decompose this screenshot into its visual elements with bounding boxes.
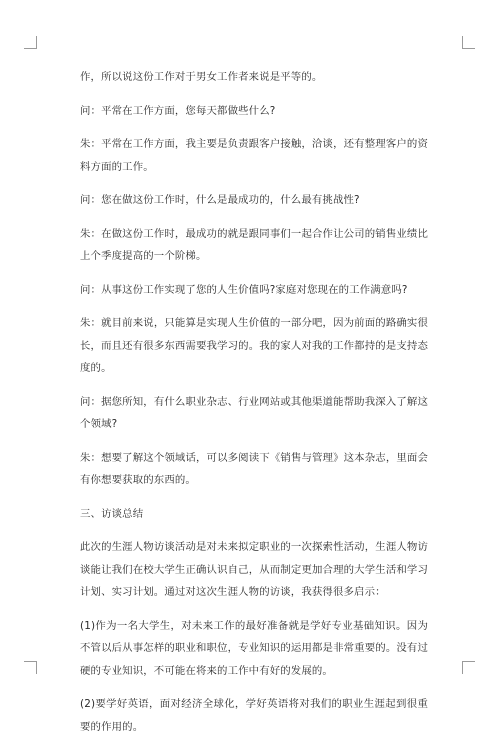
paragraph-1: 作，所以说这份工作对于男女工作者来说是平等的。 <box>80 71 323 83</box>
answer-success-challenge: 朱：在做这份工作时，最成功的就是跟同事们一起合作让公司的销售业绩比上个季度提高的一个阶梯。 <box>80 227 428 262</box>
corner-mark-bottom-left <box>24 661 37 674</box>
corner-mark-top-left <box>24 36 37 49</box>
summary-point-2: (2)要学好英语，面对经济全球化，学好英语将对我们的职业生涯起到很重要的作用的。 <box>80 698 428 733</box>
answer-resources: 朱：想要了解这个领域话，可以多阅读下《销售与管理》这本杂志，里面会有你想要获取的东西的。 <box>80 451 428 486</box>
answer-life-value: 朱：就目前来说，只能算是实现人生价值的一部分吧，因为前面的路确实很长，而且还有很多东西需要我学习的。我的家人对我的工作都持的是支持态度的。 <box>80 317 428 374</box>
question-daily-work: 问：平常在工作方面，您每天都做些什么? <box>80 104 276 117</box>
question-resources: 问：据您所知，有什么职业杂志、行业网站或其他渠道能帮助我深入了解这个领域? <box>80 395 428 430</box>
summary-intro: 此次的生涯人物访谈活动是对未来拟定职业的一次探索性活动，生涯人物访谈能让我们在校大学生正确认识自己，从而制定更加合理的大学生活和学习计划、实习计划。通过对这次生涯人物的访谈，我获得很多启示： <box>80 541 428 598</box>
section-heading-summary: 三、访谈总结 <box>80 507 144 520</box>
summary-point-1: (1)作为一名大学生，对未来工作的最好准备就是学好专业基础知识。因为不管以后从事怎样的职业和职位，专业知识的运用都是非常重要的。没有过硬的专业知识，不可能在将来的工作中有好的发展的。 <box>80 619 428 677</box>
corner-mark-bottom-right <box>462 661 475 674</box>
corner-mark-top-right <box>462 36 475 49</box>
answer-daily-work: 朱：平常在工作方面，我主要是负责跟客户接触，洽谈，还有整理客户的资料方面的工作。 <box>80 138 428 173</box>
document-body <box>80 66 428 749</box>
question-success-challenge: 问：您在做这份工作时，什么是最成功的，什么最有挑战性? <box>80 194 360 206</box>
question-life-value: 问：从事这份工作实现了您的人生价值吗?家庭对您现在的工作满意吗? <box>80 283 408 296</box>
